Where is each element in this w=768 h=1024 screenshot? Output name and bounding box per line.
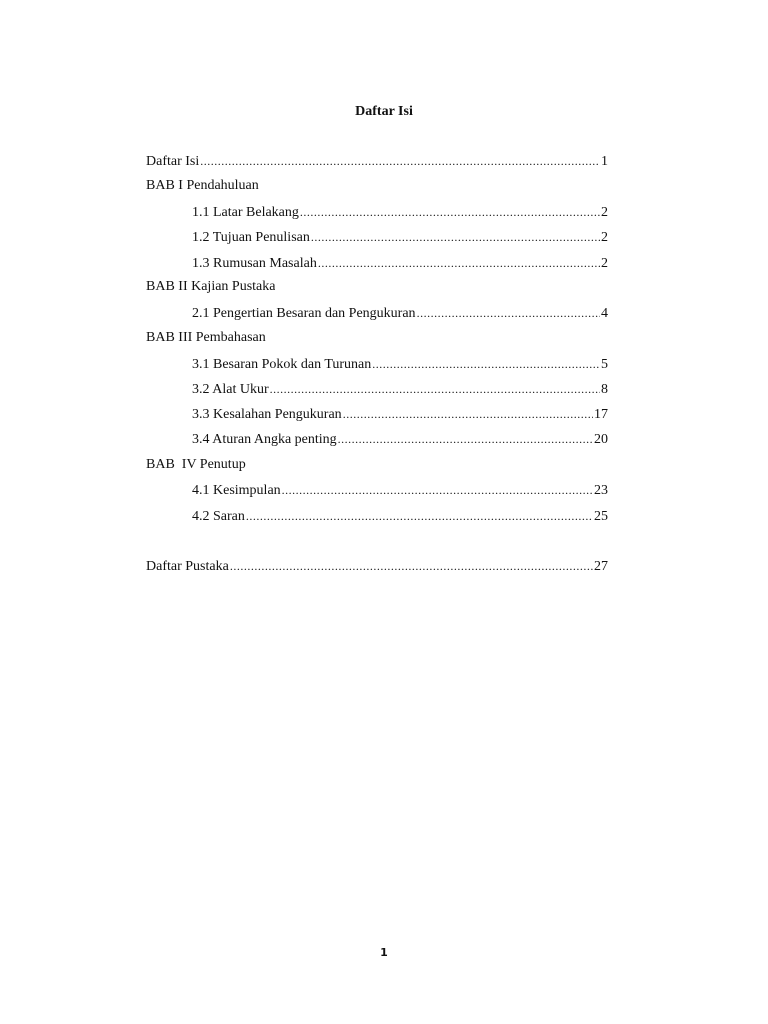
dot-leader bbox=[200, 152, 600, 170]
toc-entry-label: 1.1 Latar Belakang bbox=[192, 205, 299, 220]
dot-leader bbox=[338, 430, 593, 448]
toc-chapter-bab-4 bbox=[146, 456, 246, 474]
toc-entry-page: 5 bbox=[601, 357, 608, 372]
toc-entry-label: 1.2 Tujuan Penulisan bbox=[192, 230, 310, 245]
toc-entry-label: BAB II Kajian Pustaka bbox=[146, 279, 276, 294]
toc-entry-2-1 bbox=[192, 304, 608, 323]
toc-entry-label: 3.1 Besaran Pokok dan Turunan bbox=[192, 357, 372, 372]
toc-entry-3-4 bbox=[192, 430, 608, 449]
toc-entry-page: 8 bbox=[601, 382, 608, 397]
toc-entry-page: 2 bbox=[601, 230, 608, 245]
toc-entry-3-3 bbox=[192, 405, 608, 424]
toc-entry-4-1 bbox=[192, 481, 608, 500]
toc-entry-page: 2 bbox=[601, 205, 608, 220]
dot-leader bbox=[230, 557, 593, 575]
toc-entry-page: 25 bbox=[594, 509, 608, 524]
toc-entry-page: 27 bbox=[594, 559, 608, 574]
dot-leader bbox=[300, 203, 600, 221]
toc-entry-label: 3.3 Kesalahan Pengukuran bbox=[192, 407, 342, 422]
toc-entry-page: 20 bbox=[594, 432, 608, 447]
toc-entry-label: 3.4 Aturan Angka penting bbox=[192, 432, 337, 447]
toc-chapter-bab-1 bbox=[146, 177, 259, 195]
toc-entry-daftar-isi bbox=[146, 152, 608, 171]
toc-entry-4-2 bbox=[192, 507, 608, 526]
toc-entry-label: BAB III Pembahasan bbox=[146, 330, 266, 345]
page-number: 1 bbox=[380, 946, 388, 959]
dot-leader bbox=[417, 304, 600, 322]
toc-chapter-bab-3 bbox=[146, 329, 266, 347]
dot-leader bbox=[372, 355, 600, 373]
toc-entry-label: 2.1 Pengertian Besaran dan Pengukuran bbox=[192, 306, 416, 321]
toc-entry-1-2 bbox=[192, 228, 608, 247]
dot-leader bbox=[311, 228, 600, 246]
toc-chapter-bab-2 bbox=[146, 278, 275, 296]
toc-entry-1-3 bbox=[192, 254, 608, 273]
dot-leader bbox=[270, 380, 600, 398]
toc-entry-label: 3.2 Alat Ukur bbox=[192, 382, 269, 397]
toc-entry-page: 2 bbox=[601, 256, 608, 271]
dot-leader bbox=[343, 405, 593, 423]
toc-entry-1-1 bbox=[192, 203, 608, 222]
toc-entry-3-1 bbox=[192, 355, 608, 374]
toc-entry-page: 23 bbox=[594, 483, 608, 498]
dot-leader bbox=[246, 507, 593, 525]
toc-entry-page: 4 bbox=[601, 306, 608, 321]
toc-entry-label: 1.3 Rumusan Masalah bbox=[192, 256, 317, 271]
toc-entry-page: 1 bbox=[601, 154, 608, 169]
dot-leader bbox=[282, 481, 593, 499]
page-title: Daftar Isi bbox=[355, 104, 413, 119]
toc-entry-3-2 bbox=[192, 380, 608, 399]
toc-entry-label: BAB I Pendahuluan bbox=[146, 178, 259, 193]
dot-leader bbox=[318, 254, 600, 272]
toc-entry-label: Daftar Pustaka bbox=[146, 559, 229, 574]
toc-entry-label: 4.1 Kesimpulan bbox=[192, 483, 281, 498]
toc-entry-label: Daftar Isi bbox=[146, 154, 200, 169]
toc-entry-label: BAB IV Penutup bbox=[146, 457, 246, 472]
toc-entry-page: 17 bbox=[594, 407, 608, 422]
toc-entry-label: 4.2 Saran bbox=[192, 509, 245, 524]
toc-entry-daftar-pustaka bbox=[146, 557, 608, 576]
